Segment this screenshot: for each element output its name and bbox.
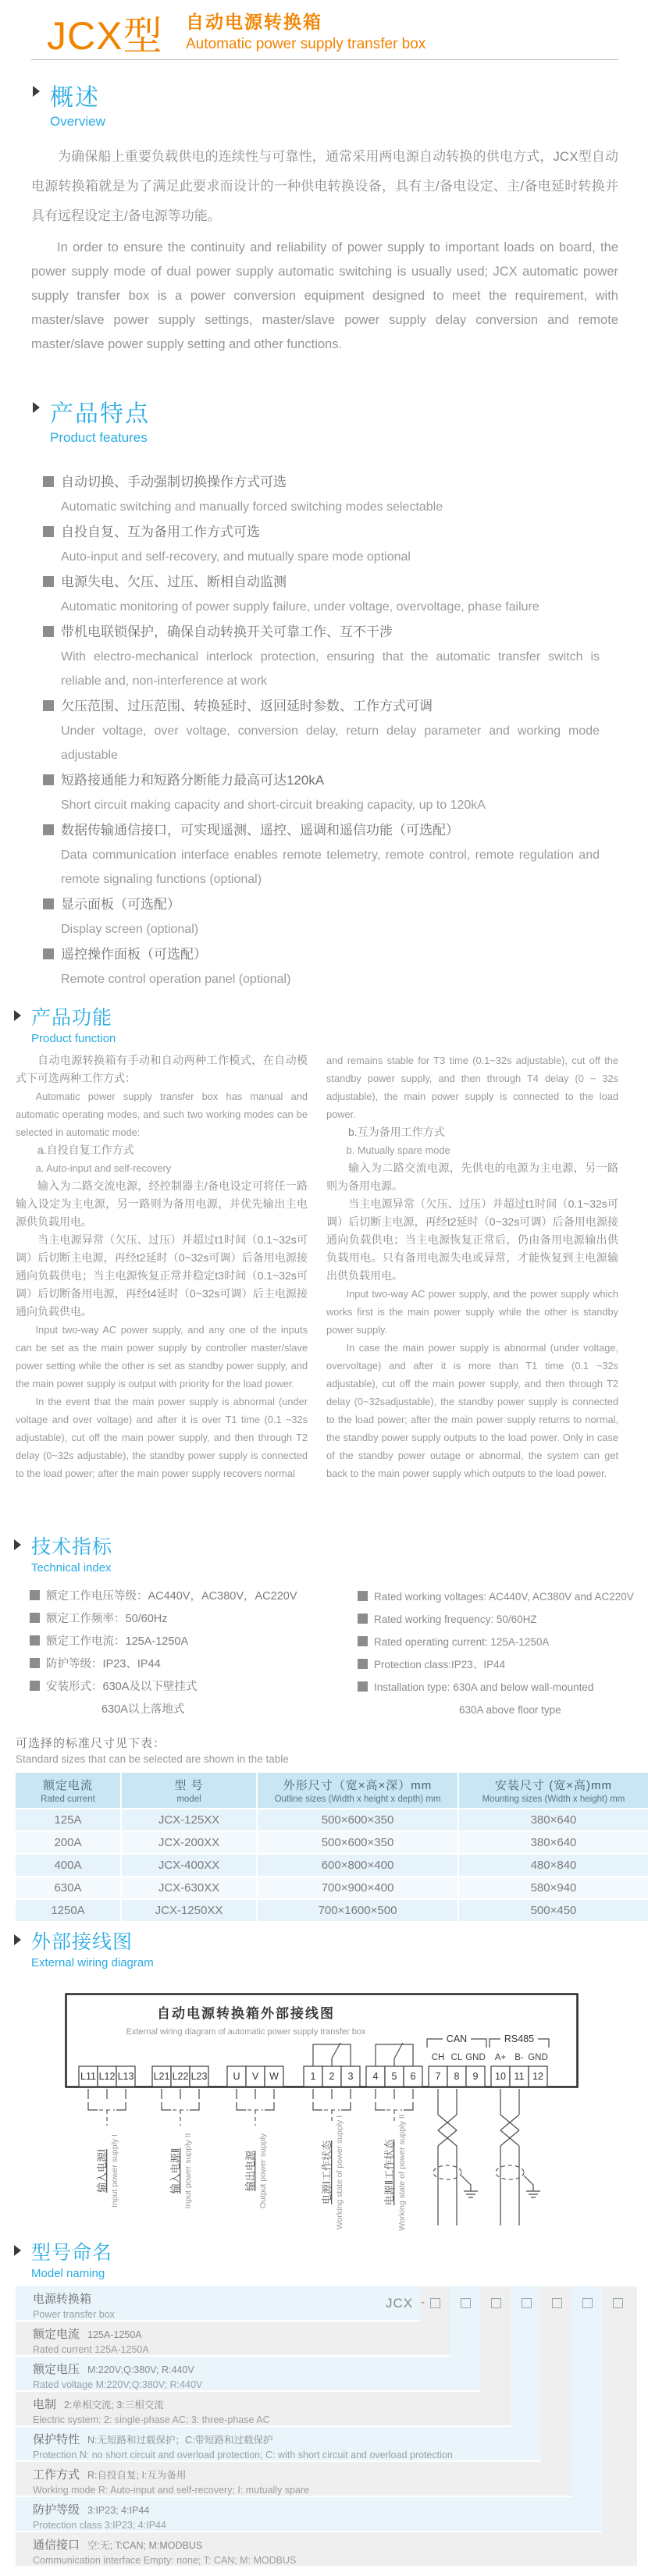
- table-intro-zh: 可选择的标准尺寸见下表：: [16, 1737, 166, 1750]
- naming-row: 工作方式 R:自投自复; I:互为备用 Working mode R: Auto-input and self-recovery; I: mutually spare: [16, 2462, 571, 2496]
- cell: JCX-1250XX: [122, 1900, 256, 1921]
- tech-item: Rated operating current: 125A-1250A: [358, 1631, 639, 1653]
- svg-text:输出电源: 输出电源: [244, 2150, 256, 2192]
- cell: 1250A: [16, 1900, 120, 1921]
- section-marker-icon: [14, 1539, 21, 1550]
- feature-item-en: Short circuit making capacity and short-circuit breaking capacity, up to 120kA: [61, 799, 486, 812]
- cell: 380×640: [459, 1809, 648, 1831]
- function-paragraph: Input two-way AC power supply, and the power supply which works first is the main power supply while the other is standby power supply.: [326, 1288, 618, 1336]
- bullet-square-icon: [43, 476, 54, 487]
- svg-text:4: 4: [372, 2071, 379, 2082]
- svg-text:Working state of power supply: Working state of power supply I: [335, 2115, 344, 2230]
- cell: 200A: [16, 1832, 120, 1853]
- svg-text:L11: L11: [80, 2071, 96, 2082]
- cell: JCX-630XX: [122, 1877, 256, 1898]
- section-marker-icon: [14, 2245, 21, 2256]
- feature-item: 电源失电、欠压、过压、断相自动监测: [43, 569, 601, 595]
- svg-text:电源Ⅰ工作状态: 电源Ⅰ工作状态: [321, 2140, 333, 2204]
- product-title-en: Automatic power supply transfer box: [186, 36, 426, 52]
- naming-row: 额定电流 125A-1250A Rated current 125A-1250A: [16, 2322, 450, 2355]
- tech-heading-zh: 技术指标: [31, 1536, 113, 1558]
- code-column-strip: [541, 2286, 571, 2462]
- cell: 500×600×350: [258, 1832, 458, 1853]
- cell: 125A: [16, 1809, 120, 1831]
- model-dash: -: [421, 2296, 425, 2309]
- bullet-square-icon: [358, 1636, 368, 1646]
- function-paragraph: and remains stable for T3 time (0.1~32s adjustable), cut off the standby power supply, and then through T4 delay (0 ~ 32s adjustable), the main power supply is connected to the load power.: [326, 1055, 618, 1120]
- tech-item-sub: 630A以上落地式: [101, 1703, 185, 1716]
- table-row: [16, 1832, 648, 1853]
- svg-text:11: 11: [514, 2071, 525, 2082]
- cell: 480×840: [459, 1855, 648, 1876]
- cell: 600×800×400: [258, 1855, 458, 1876]
- product-title-zh: 自动电源转换箱: [186, 12, 322, 32]
- cell: JCX-400XX: [122, 1855, 256, 1876]
- naming-row: 通信接口 空:无; T:CAN; M:MODBUS Communication interface Empty: none; T: CAN; M: MODBUS: [16, 2532, 637, 2566]
- pin-label: B-: [514, 2053, 524, 2062]
- pin-label: GND: [528, 2053, 548, 2062]
- twisted-pair-can: [433, 2089, 478, 2226]
- overview-heading: [33, 78, 648, 130]
- overview-paragraph-en: In order to ensure the continuity and reliability of power supply to important loads on board, the power supply mode of dual power supply automatic switching is usually used; JCX automatic power supply transfer box is a power conversion equipment designed to meet the requirement, with master/slave power supply settings, master/slave power supply delay conversion and remote master/slave power supply setting and other functions.: [31, 240, 618, 351]
- section-naming: [0, 2237, 648, 2569]
- diagram-title-en: External wiring diagram of automatic power supply transfer box: [126, 2027, 366, 2037]
- group-annotations: [88, 2089, 413, 2231]
- col-header-en: model: [176, 1795, 201, 1804]
- section-overview: [0, 78, 648, 357]
- function-paragraph: a.自投自复工作方式: [37, 1144, 134, 1156]
- table-header-row: [16, 1773, 648, 1808]
- pin-label: CH: [431, 2053, 445, 2062]
- features-heading-zh: 产品特点: [50, 401, 150, 427]
- model-code-box: [552, 2298, 562, 2308]
- code-column-strip: [602, 2286, 637, 2532]
- overview-heading-zh: 概述: [50, 85, 100, 111]
- pin-label: CL: [450, 2053, 463, 2062]
- svg-text:Input power supply II: Input power supply II: [183, 2133, 193, 2209]
- tech-item-sub: 630A above floor type: [459, 1704, 561, 1716]
- bullet-square-icon: [30, 1590, 40, 1600]
- naming-row: 电源转换箱 Power transfer box: [16, 2286, 419, 2320]
- tech-item: Rated working voltages: AC440V, AC380V and AC220V: [358, 1585, 639, 1608]
- overview-paragraph-zh: 为确保船上重要负载供电的连续性与可靠性，通常采用两电源自动转换的供电方式，JCX型自动电源转换箱就是为了满足此要求而设计的一种供电转换设备，具有主/备电设定、主/备电延时转换并具有远程设定主/备电源等功能。: [31, 149, 618, 223]
- col-header-zh: 外形尺寸（宽×高×深）mm: [283, 1779, 433, 1792]
- ground-icon: [526, 2191, 540, 2197]
- cell: 700×1600×500: [258, 1900, 458, 1921]
- naming-row: 保护特性 N:无短路和过载保护；C:带短路和过载保护 Protection N: no short circuit and overload protection; C: with short circuit and overload protection: [16, 2427, 541, 2460]
- tech-item: Protection class:IP23、IP44: [358, 1653, 639, 1676]
- function-paragraph: Input two-way AC power supply, and any one of the inputs can be set as the main power supply by controller master/slave power setting while the other is set as standby power supply, and the main power supply is output with priority for the load power.: [16, 1324, 308, 1389]
- feature-item: 自投自复、互为备用工作方式可选: [43, 519, 601, 545]
- svg-text:输入电源Ⅰ: 输入电源Ⅰ: [96, 2149, 108, 2193]
- svg-text:L21: L21: [153, 2071, 170, 2082]
- svg-text:7: 7: [435, 2071, 441, 2082]
- naming-heading-zh: 型号命名: [31, 2242, 113, 2264]
- svg-text:U: U: [233, 2071, 240, 2082]
- function-paragraph: In case the main power supply is abnormal (under voltage, overvoltage) and after it is more than T1 time (0.1 ~32s adjustable), cut off the main power supply, and then through T2 delay (0~32sadjustable), the standby power supply is connected to the load power; after the main power supply returns to normal, the standby power supply outputs to the load power. Only in case of the standby power outage or abnormal, the system can get back to the main power supply which outputs to the load power.: [326, 1342, 618, 1479]
- svg-text:9: 9: [472, 2071, 479, 2082]
- function-paragraph: a. Auto-input and self-recovery: [35, 1162, 172, 1174]
- svg-text:W: W: [269, 2071, 279, 2082]
- table-intro-en: Standard sizes that can be selected are shown in the table: [16, 1753, 289, 1765]
- feature-item-en: Automatic switching and manually forced switching modes selectable: [61, 500, 443, 514]
- bullet-square-icon: [43, 700, 54, 711]
- cell: 500×600×350: [258, 1809, 458, 1831]
- tech-item: Installation type: 630A and below wall-mounted: [358, 1676, 639, 1699]
- feature-item: 欠压范围、过压范围、转换延时、返回延时参数、工作方式可调: [43, 693, 601, 719]
- section-marker-icon: [14, 1010, 21, 1021]
- cell: JCX-125XX: [122, 1809, 256, 1831]
- function-column-left: [16, 1051, 308, 1482]
- tech-column-en: [358, 1585, 639, 1721]
- cell: 500×450: [459, 1900, 648, 1921]
- function-column-right: [326, 1051, 618, 1482]
- cell: JCX-200XX: [122, 1832, 256, 1853]
- tech-columns: [30, 1585, 648, 1721]
- features-list: [43, 469, 601, 991]
- feature-item-en: Display screen (optional): [61, 923, 199, 936]
- feature-item-en: Under voltage, over voltage, conversion delay, return delay parameter and working mode adjustable: [61, 724, 600, 762]
- bullet-square-icon: [30, 1635, 40, 1646]
- naming-heading-en: Model naming: [31, 2267, 105, 2280]
- header-divider: [31, 59, 618, 60]
- function-paragraph: 当主电源异常（欠压、过压）并超过t1时间（0.1~32s可调）后切断主电源，再经t2延时（0~32s可调）后备用电源接通向负载供电；当主电源恢复正常并稳定t3时间（0.1~32s可调）后切断备用电源，再经t4延时（0~32s可调）后主电源接通向负载供电。: [16, 1233, 308, 1318]
- naming-heading: [14, 2237, 648, 2280]
- svg-text:L12: L12: [98, 2071, 116, 2082]
- function-paragraph: 输入为二路交流电源，先供电的电源为主电源，另一路则为备用电源。: [326, 1162, 618, 1192]
- code-column-strip: [571, 2286, 602, 2497]
- col-header-zh: 安装尺寸 (宽×高)mm: [495, 1779, 612, 1792]
- features-heading: [33, 394, 648, 446]
- tech-heading: [14, 1532, 648, 1574]
- can-label: CAN: [446, 2033, 468, 2044]
- svg-text:5: 5: [391, 2071, 397, 2082]
- section-features: [0, 394, 648, 991]
- svg-text:Output power supply: Output power supply: [258, 2133, 268, 2209]
- tech-item: 安装形式：630A及以下壁挂式: [30, 1676, 328, 1699]
- rs485-label: RS485: [504, 2033, 535, 2044]
- model-naming-ladder: [0, 2286, 648, 2569]
- bullet-square-icon: [358, 1591, 368, 1601]
- ground-icon: [464, 2191, 478, 2197]
- feature-item: 带机电联锁保护，确保自动转换开关可靠工作、互不干涉: [43, 619, 601, 645]
- svg-text:12: 12: [532, 2071, 543, 2082]
- bullet-square-icon: [43, 898, 54, 909]
- bullet-square-icon: [43, 774, 54, 785]
- model-prefix: JCX: [386, 2296, 414, 2311]
- svg-text:L22: L22: [172, 2071, 189, 2082]
- tech-item: 防护等级：IP23、IP44: [30, 1653, 328, 1676]
- wiring-heading-en: External wiring diagram: [31, 1956, 154, 1969]
- feature-item: 显示面板（可选配）: [43, 891, 601, 917]
- tech-item: Rated working frequency: 50/60HZ: [358, 1608, 639, 1631]
- table-row: [16, 1855, 648, 1876]
- wiring-diagram: [65, 1993, 580, 2239]
- svg-text:Working state of power supply: Working state of power supply II: [397, 2114, 407, 2231]
- bullet-square-icon: [43, 526, 54, 537]
- wiring-heading: [14, 1927, 648, 1969]
- svg-text:电源Ⅱ工作状态: 电源Ⅱ工作状态: [383, 2139, 395, 2206]
- svg-text:6: 6: [410, 2071, 416, 2082]
- col-header-en: Outline sizes (Width x height x depth) mm: [274, 1795, 441, 1804]
- cell: 580×940: [459, 1877, 648, 1898]
- brand-title: JCX型: [47, 14, 163, 58]
- naming-row: 电制 2:单相交流; 3:三相交流 Electric system: 2: single-phase AC; 3: three-phase AC: [16, 2392, 511, 2425]
- bullet-square-icon: [358, 1659, 368, 1669]
- svg-text:1: 1: [310, 2071, 316, 2082]
- function-paragraph: Automatic power supply transfer box has manual and automatic operating modes, and such two working modes can be selected in automatic mode:: [16, 1091, 308, 1138]
- tech-column-zh: [30, 1585, 328, 1721]
- section-wiring: [0, 1927, 648, 2240]
- table-row: [16, 1809, 648, 1831]
- model-code-box: [582, 2298, 593, 2308]
- function-heading-zh: 产品功能: [31, 1007, 113, 1029]
- bullet-square-icon: [43, 824, 54, 835]
- code-column-strip: [450, 2286, 480, 2357]
- bullet-square-icon: [43, 576, 54, 587]
- diagram-title-zh: 自动电源转换箱外部接线图: [157, 2006, 335, 2021]
- tech-item: 额定工作频率：50/60Hz: [30, 1608, 328, 1631]
- feature-item: 自动切换、手动强制切换操作方式可选: [43, 469, 601, 495]
- svg-text:L23: L23: [190, 2071, 208, 2082]
- col-header-en: Rated current: [41, 1795, 95, 1804]
- bullet-square-icon: [30, 1681, 40, 1691]
- bullet-square-icon: [30, 1613, 40, 1623]
- model-code-box: [491, 2298, 501, 2308]
- feature-item-en: With electro-mechanical interlock protection, ensuring that the automatic transfer switch is reliable and, non-interference at work: [61, 650, 600, 688]
- feature-item-en: Automatic monitoring of power supply failure, under voltage, overvoltage, phase failure: [61, 600, 539, 614]
- function-paragraph: b. Mutually spare mode: [346, 1144, 450, 1156]
- bullet-square-icon: [43, 626, 54, 637]
- function-heading: [14, 1002, 648, 1045]
- cell: 380×640: [459, 1832, 648, 1853]
- col-header-zh: 型 号: [174, 1779, 204, 1792]
- section-sizes: [0, 1735, 648, 1923]
- naming-row: 额定电压 M:220V;Q:380V; R:440V Rated voltage M:220V;Q:380V; R:440V: [16, 2357, 480, 2390]
- svg-text:V: V: [251, 2071, 259, 2082]
- model-code-box: [522, 2298, 532, 2308]
- tech-heading-en: Technical index: [31, 1561, 112, 1574]
- sizes-table: [14, 1771, 648, 1923]
- svg-text:10: 10: [495, 2071, 506, 2082]
- twisted-pair-rs485: [496, 2089, 540, 2226]
- cell: 630A: [16, 1877, 120, 1898]
- col-header-en: Mounting sizes (Width x height) mm: [482, 1795, 625, 1804]
- function-heading-en: Product function: [31, 1032, 116, 1045]
- naming-row: 防护等级 3:IP23; 4:IP44 Protection class 3:IP23; 4:IP44: [16, 2497, 602, 2531]
- product-title: [186, 8, 425, 53]
- feature-item-en: Data communication interface enables remote telemetry, remote control, remote regulation and remote signaling functions (optional): [61, 849, 600, 886]
- feature-item: 遥控操作面板（可选配）: [43, 941, 601, 967]
- svg-text:8: 8: [454, 2071, 460, 2082]
- bullet-square-icon: [358, 1614, 368, 1624]
- section-function: [0, 1002, 648, 1482]
- pin-label: A+: [494, 2053, 507, 2062]
- bullet-square-icon: [30, 1658, 40, 1668]
- pin-label: GND: [465, 2053, 486, 2062]
- col-header-zh: 额定电流: [42, 1779, 93, 1792]
- function-paragraph: 自动电源转换箱有手动和自动两种工作模式，在自动模式下可选两种工作方式：: [16, 1054, 308, 1084]
- feature-item: 短路接通能力和短路分断能力最高可达120kA: [43, 767, 601, 793]
- function-columns: [16, 1051, 648, 1482]
- model-code-box: [613, 2298, 623, 2308]
- features-heading-en: Product features: [50, 430, 148, 445]
- table-row: [16, 1877, 648, 1898]
- section-marker-icon: [33, 402, 40, 413]
- svg-text:输入电源Ⅱ: 输入电源Ⅱ: [169, 2147, 181, 2194]
- wiring-heading-zh: 外部接线图: [31, 1931, 134, 1953]
- overview-heading-en: Overview: [50, 114, 105, 129]
- model-code-box: [430, 2298, 440, 2308]
- bullet-square-icon: [358, 1681, 368, 1692]
- svg-text:2: 2: [329, 2071, 335, 2082]
- cell: 700×900×400: [258, 1877, 458, 1898]
- svg-text:L13: L13: [117, 2071, 134, 2082]
- feature-item-en: Remote control operation panel (optional): [61, 973, 291, 986]
- function-paragraph: In the event that the main power supply is abnormal (under voltage and over voltage) and after it is over T1 time (0.1 ~32s adjustable), cut off the main power supply, and then through T2 delay (0~32s adjustable), the standby power supply is connected to the load power; after the main power supply recovers normal: [16, 1396, 308, 1479]
- function-paragraph: 当主电源异常（欠压、过压）并超过t1时间（0.1~32s可调）后切断主电源，再经t2延时（0~32s可调）后备用电源接通向负载供电；当主电源恢复正常后，仍由备用电源输出供负载用电。只有备用电源失电或异常，才能恢复到主电源输出供负载用电。: [326, 1197, 618, 1282]
- svg-text:Input power supply I: Input power supply I: [110, 2134, 119, 2208]
- svg-text:3: 3: [347, 2071, 354, 2082]
- model-code-box: [461, 2298, 471, 2308]
- function-paragraph: b.互为备用工作方式: [348, 1126, 445, 1138]
- function-paragraph: 输入为二路交流电源，经控制器主/备电设定可将任一路输入设定为主电源，另一路则为备用电源，并优先输出主电源供负载用电。: [16, 1179, 308, 1228]
- table-row: [16, 1900, 648, 1921]
- tech-item: 额定工作电流：125A-1250A: [30, 1631, 328, 1653]
- feature-item: 数据传输通信接口，可实现遥测、遥控、遥调和遥信功能（可选配）: [43, 817, 601, 843]
- bullet-square-icon: [43, 948, 54, 959]
- section-marker-icon: [33, 86, 40, 97]
- cell: 400A: [16, 1855, 120, 1876]
- feature-item-en: Auto-input and self-recovery, and mutually spare mode optional: [61, 550, 411, 564]
- tech-item: 额定工作电压等级：AC440V，AC380V，AC220V: [30, 1585, 328, 1608]
- section-marker-icon: [14, 1934, 21, 1945]
- section-tech: [0, 1532, 648, 1721]
